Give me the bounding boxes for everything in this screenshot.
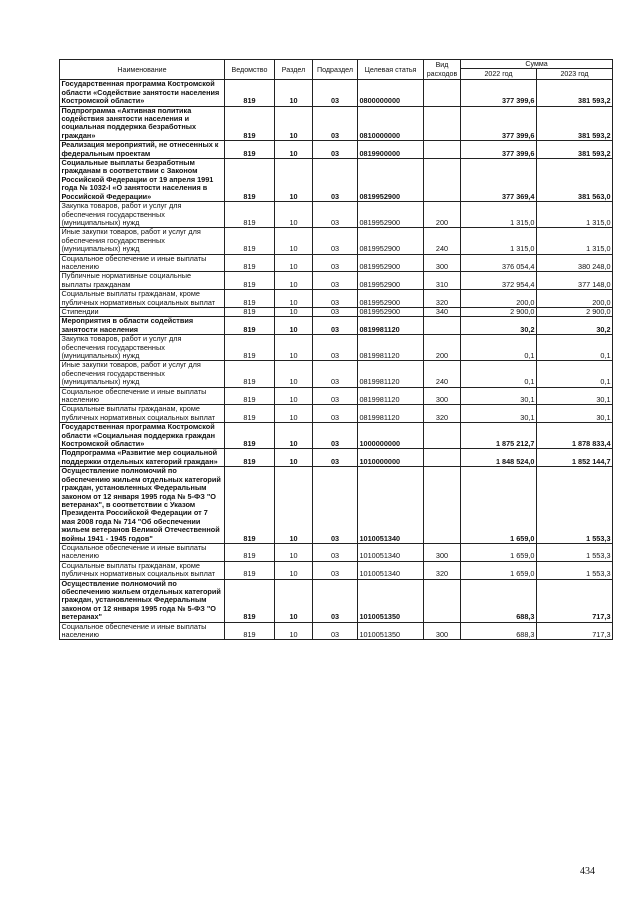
row-celevaya-statya: 0819952900	[358, 159, 424, 202]
row-sum-2023: 1 315,0	[537, 202, 613, 228]
row-sum-2022: 1 315,0	[461, 228, 537, 254]
header-summa: Сумма	[461, 60, 613, 69]
row-sum-2023: 1 553,3	[537, 543, 613, 561]
row-vid-rashodov	[424, 579, 461, 622]
row-vedomstvo: 819	[225, 307, 275, 316]
row-name: Государственная программа Костромской области «Содействие занятости населения Костромской области»	[60, 80, 225, 106]
row-sum-2023: 381 593,2	[537, 141, 613, 159]
row-vedomstvo: 819	[225, 106, 275, 141]
row-sum-2022: 377 399,6	[461, 80, 537, 106]
row-vid-rashodov	[424, 141, 461, 159]
row-celevaya-statya: 1010051340	[358, 467, 424, 544]
row-celevaya-statya: 0800000000	[358, 80, 424, 106]
row-sum-2023: 1 553,3	[537, 467, 613, 544]
table-row	[60, 387, 613, 405]
table-row	[60, 228, 613, 254]
row-sum-2022: 377 399,6	[461, 141, 537, 159]
row-vedomstvo: 819	[225, 467, 275, 544]
row-name: Социальное обеспечение и иные выплаты населению	[60, 254, 225, 272]
row-name: Социальные выплаты гражданам, кроме публичных нормативных социальных выплат	[60, 561, 225, 579]
row-sum-2023: 381 563,0	[537, 159, 613, 202]
row-sum-2022: 688,3	[461, 622, 537, 640]
row-vid-rashodov: 200	[424, 202, 461, 228]
row-podrazdel: 03	[313, 106, 358, 141]
row-vid-rashodov: 300	[424, 254, 461, 272]
row-sum-2023: 381 593,2	[537, 80, 613, 106]
row-sum-2022: 372 954,4	[461, 272, 537, 290]
row-celevaya-statya: 0819981120	[358, 405, 424, 423]
row-sum-2022: 0,1	[461, 361, 537, 387]
row-podrazdel: 03	[313, 423, 358, 449]
row-vid-rashodov: 300	[424, 387, 461, 405]
row-vid-rashodov	[424, 423, 461, 449]
row-sum-2023: 381 593,2	[537, 106, 613, 141]
row-sum-2023: 717,3	[537, 622, 613, 640]
row-celevaya-statya: 1010051350	[358, 622, 424, 640]
table-row	[60, 405, 613, 423]
table-row	[60, 106, 613, 141]
row-vid-rashodov	[424, 80, 461, 106]
row-razdel: 10	[275, 467, 313, 544]
row-vedomstvo: 819	[225, 254, 275, 272]
row-name: Мероприятия в области содействия занятости населения	[60, 317, 225, 335]
row-podrazdel: 03	[313, 254, 358, 272]
row-sum-2023: 380 248,0	[537, 254, 613, 272]
row-podrazdel: 03	[313, 622, 358, 640]
row-vid-rashodov: 310	[424, 272, 461, 290]
row-vid-rashodov: 200	[424, 335, 461, 361]
row-vedomstvo: 819	[225, 272, 275, 290]
row-sum-2022: 376 054,4	[461, 254, 537, 272]
row-sum-2022: 1 848 524,0	[461, 449, 537, 467]
row-vedomstvo: 819	[225, 561, 275, 579]
row-razdel: 10	[275, 307, 313, 316]
row-sum-2023: 0,1	[537, 335, 613, 361]
row-name: Социальное обеспечение и иные выплаты населению	[60, 543, 225, 561]
row-name: Иные закупки товаров, работ и услуг для обеспечения государственных (муниципальных) нужд	[60, 228, 225, 254]
row-sum-2022: 1 315,0	[461, 202, 537, 228]
table-row	[60, 561, 613, 579]
row-name: Социальные выплаты гражданам, кроме публичных нормативных социальных выплат	[60, 405, 225, 423]
row-podrazdel: 03	[313, 467, 358, 544]
row-podrazdel: 03	[313, 290, 358, 308]
row-podrazdel: 03	[313, 159, 358, 202]
table-row	[60, 254, 613, 272]
row-vedomstvo: 819	[225, 159, 275, 202]
row-sum-2023: 1 315,0	[537, 228, 613, 254]
row-sum-2023: 30,1	[537, 405, 613, 423]
row-name: Стипендии	[60, 307, 225, 316]
row-celevaya-statya: 0819952900	[358, 254, 424, 272]
row-podrazdel: 03	[313, 228, 358, 254]
row-razdel: 10	[275, 543, 313, 561]
row-sum-2023: 30,2	[537, 317, 613, 335]
row-sum-2022: 1 659,0	[461, 467, 537, 544]
row-celevaya-statya: 0819981120	[358, 361, 424, 387]
row-celevaya-statya: 0819900000	[358, 141, 424, 159]
table-row	[60, 159, 613, 202]
row-name: Подпрограмма «Активная политика содействия занятости населения и социальная поддержка безработных граждан»	[60, 106, 225, 141]
row-sum-2022: 30,2	[461, 317, 537, 335]
row-vid-rashodov: 320	[424, 405, 461, 423]
row-name: Осуществление полномочий по обеспечению жильем отдельных категорий граждан, установленных Федеральным законом от 12 января 1995 года № 5-ФЗ "О ветеранах"	[60, 579, 225, 622]
row-razdel: 10	[275, 561, 313, 579]
header-podrazdel: Подраздел	[313, 60, 358, 80]
header-year-2022: 2022 год	[461, 69, 537, 80]
row-podrazdel: 03	[313, 543, 358, 561]
row-name: Социальное обеспечение и иные выплаты населению	[60, 622, 225, 640]
row-sum-2022: 30,1	[461, 387, 537, 405]
row-name: Осуществление полномочий по обеспечению жильем отдельных категорий граждан, установленных Федеральным законом от 12 января 1995 года № 5-ФЗ "О ветеранах", в соответствии с Указом Президента Российской Федерации от 7 мая 2008 года № 714 "Об обеспечении жильем ветеранов Великой Отечественной войны 1941 - 1945 годов"	[60, 467, 225, 544]
row-sum-2023: 1 852 144,7	[537, 449, 613, 467]
row-name: Государственная программа Костромской области «Социальная поддержка граждан Костромской области»	[60, 423, 225, 449]
row-vid-rashodov	[424, 467, 461, 544]
row-vedomstvo: 819	[225, 405, 275, 423]
row-razdel: 10	[275, 254, 313, 272]
row-razdel: 10	[275, 159, 313, 202]
row-name: Социальные выплаты гражданам, кроме публичных нормативных социальных выплат	[60, 290, 225, 308]
row-celevaya-statya: 1010051340	[358, 561, 424, 579]
row-vid-rashodov	[424, 106, 461, 141]
row-razdel: 10	[275, 290, 313, 308]
row-vedomstvo: 819	[225, 290, 275, 308]
table-row	[60, 317, 613, 335]
row-sum-2023: 200,0	[537, 290, 613, 308]
row-celevaya-statya: 0810000000	[358, 106, 424, 141]
table-row	[60, 543, 613, 561]
row-vid-rashodov: 300	[424, 622, 461, 640]
row-vedomstvo: 819	[225, 335, 275, 361]
row-sum-2022: 688,3	[461, 579, 537, 622]
table-row	[60, 579, 613, 622]
row-sum-2022: 200,0	[461, 290, 537, 308]
row-sum-2022: 377 369,4	[461, 159, 537, 202]
row-razdel: 10	[275, 228, 313, 254]
row-razdel: 10	[275, 387, 313, 405]
row-vid-rashodov: 320	[424, 561, 461, 579]
row-razdel: 10	[275, 423, 313, 449]
row-celevaya-statya: 0819952900	[358, 228, 424, 254]
row-razdel: 10	[275, 449, 313, 467]
table-header	[60, 60, 613, 80]
row-sum-2023: 2 900,0	[537, 307, 613, 316]
table-row	[60, 335, 613, 361]
row-podrazdel: 03	[313, 335, 358, 361]
row-podrazdel: 03	[313, 387, 358, 405]
row-vid-rashodov: 320	[424, 290, 461, 308]
table-row	[60, 449, 613, 467]
row-sum-2022: 1 875 212,7	[461, 423, 537, 449]
row-podrazdel: 03	[313, 202, 358, 228]
row-sum-2022: 1 659,0	[461, 543, 537, 561]
row-sum-2022: 0,1	[461, 335, 537, 361]
row-podrazdel: 03	[313, 361, 358, 387]
row-podrazdel: 03	[313, 405, 358, 423]
table-row	[60, 290, 613, 308]
row-podrazdel: 03	[313, 579, 358, 622]
row-celevaya-statya: 0819952900	[358, 272, 424, 290]
row-podrazdel: 03	[313, 307, 358, 316]
row-sum-2022: 1 659,0	[461, 561, 537, 579]
row-vedomstvo: 819	[225, 579, 275, 622]
header-vid: Вид расходов	[424, 60, 461, 80]
row-sum-2023: 30,1	[537, 387, 613, 405]
row-celevaya-statya: 1010051350	[358, 579, 424, 622]
row-podrazdel: 03	[313, 272, 358, 290]
header-year-2023: 2023 год	[537, 69, 613, 80]
table-row	[60, 202, 613, 228]
budget-table	[59, 59, 613, 640]
table-row	[60, 467, 613, 544]
row-vedomstvo: 819	[225, 449, 275, 467]
row-razdel: 10	[275, 272, 313, 290]
row-vid-rashodov	[424, 159, 461, 202]
row-celevaya-statya: 0819952900	[358, 307, 424, 316]
row-podrazdel: 03	[313, 561, 358, 579]
row-razdel: 10	[275, 335, 313, 361]
row-razdel: 10	[275, 141, 313, 159]
row-razdel: 10	[275, 405, 313, 423]
row-vedomstvo: 819	[225, 317, 275, 335]
table-row	[60, 423, 613, 449]
row-celevaya-statya: 1010000000	[358, 449, 424, 467]
row-podrazdel: 03	[313, 141, 358, 159]
row-vedomstvo: 819	[225, 141, 275, 159]
row-vedomstvo: 819	[225, 202, 275, 228]
row-razdel: 10	[275, 317, 313, 335]
row-sum-2023: 1 878 833,4	[537, 423, 613, 449]
row-vid-rashodov: 300	[424, 543, 461, 561]
row-celevaya-statya: 0819952900	[358, 202, 424, 228]
row-name: Публичные нормативные социальные выплаты гражданам	[60, 272, 225, 290]
row-razdel: 10	[275, 622, 313, 640]
row-vedomstvo: 819	[225, 423, 275, 449]
row-name: Закупка товаров, работ и услуг для обеспечения государственных (муниципальных) нужд	[60, 335, 225, 361]
row-razdel: 10	[275, 579, 313, 622]
row-sum-2022: 377 399,6	[461, 106, 537, 141]
row-vedomstvo: 819	[225, 543, 275, 561]
row-celevaya-statya: 0819981120	[358, 335, 424, 361]
row-name: Социальные выплаты безработным гражданам в соответствии с Законом Российской Федерации от 19 апреля 1991 года № 1032-I «О занятости населения в Российской Федерации»	[60, 159, 225, 202]
header-celevaya: Целевая статья	[358, 60, 424, 80]
row-celevaya-statya: 0819981120	[358, 317, 424, 335]
table-row	[60, 361, 613, 387]
page-number: 434	[580, 866, 595, 877]
row-sum-2023: 717,3	[537, 579, 613, 622]
header-name: Наименование	[60, 60, 225, 80]
table-body	[60, 80, 613, 640]
table-row	[60, 80, 613, 106]
table-row	[60, 307, 613, 316]
row-sum-2022: 2 900,0	[461, 307, 537, 316]
row-sum-2023: 377 148,0	[537, 272, 613, 290]
row-razdel: 10	[275, 106, 313, 141]
row-vedomstvo: 819	[225, 387, 275, 405]
header-vedomstvo: Ведомство	[225, 60, 275, 80]
row-podrazdel: 03	[313, 449, 358, 467]
row-celevaya-statya: 0819952900	[358, 290, 424, 308]
row-celevaya-statya: 1010051340	[358, 543, 424, 561]
table-row	[60, 141, 613, 159]
row-sum-2022: 30,1	[461, 405, 537, 423]
row-vedomstvo: 819	[225, 228, 275, 254]
row-razdel: 10	[275, 202, 313, 228]
row-vid-rashodov	[424, 317, 461, 335]
row-name: Закупка товаров, работ и услуг для обеспечения государственных (муниципальных) нужд	[60, 202, 225, 228]
row-vid-rashodov	[424, 449, 461, 467]
row-name: Социальное обеспечение и иные выплаты населению	[60, 387, 225, 405]
table-row	[60, 622, 613, 640]
row-name: Иные закупки товаров, работ и услуг для обеспечения государственных (муниципальных) нужд	[60, 361, 225, 387]
row-razdel: 10	[275, 80, 313, 106]
row-vedomstvo: 819	[225, 80, 275, 106]
row-celevaya-statya: 0819981120	[358, 387, 424, 405]
row-sum-2023: 0,1	[537, 361, 613, 387]
row-vedomstvo: 819	[225, 622, 275, 640]
row-vid-rashodov: 340	[424, 307, 461, 316]
table-row	[60, 272, 613, 290]
row-sum-2023: 1 553,3	[537, 561, 613, 579]
row-razdel: 10	[275, 361, 313, 387]
row-vedomstvo: 819	[225, 361, 275, 387]
row-name: Подпрограмма «Развитие мер социальной поддержки отдельных категорий граждан»	[60, 449, 225, 467]
header-razdel: Раздел	[275, 60, 313, 80]
row-vid-rashodov: 240	[424, 228, 461, 254]
row-celevaya-statya: 1000000000	[358, 423, 424, 449]
row-name: Реализация мероприятий, не отнесенных к федеральным проектам	[60, 141, 225, 159]
row-vid-rashodov: 240	[424, 361, 461, 387]
row-podrazdel: 03	[313, 317, 358, 335]
row-podrazdel: 03	[313, 80, 358, 106]
